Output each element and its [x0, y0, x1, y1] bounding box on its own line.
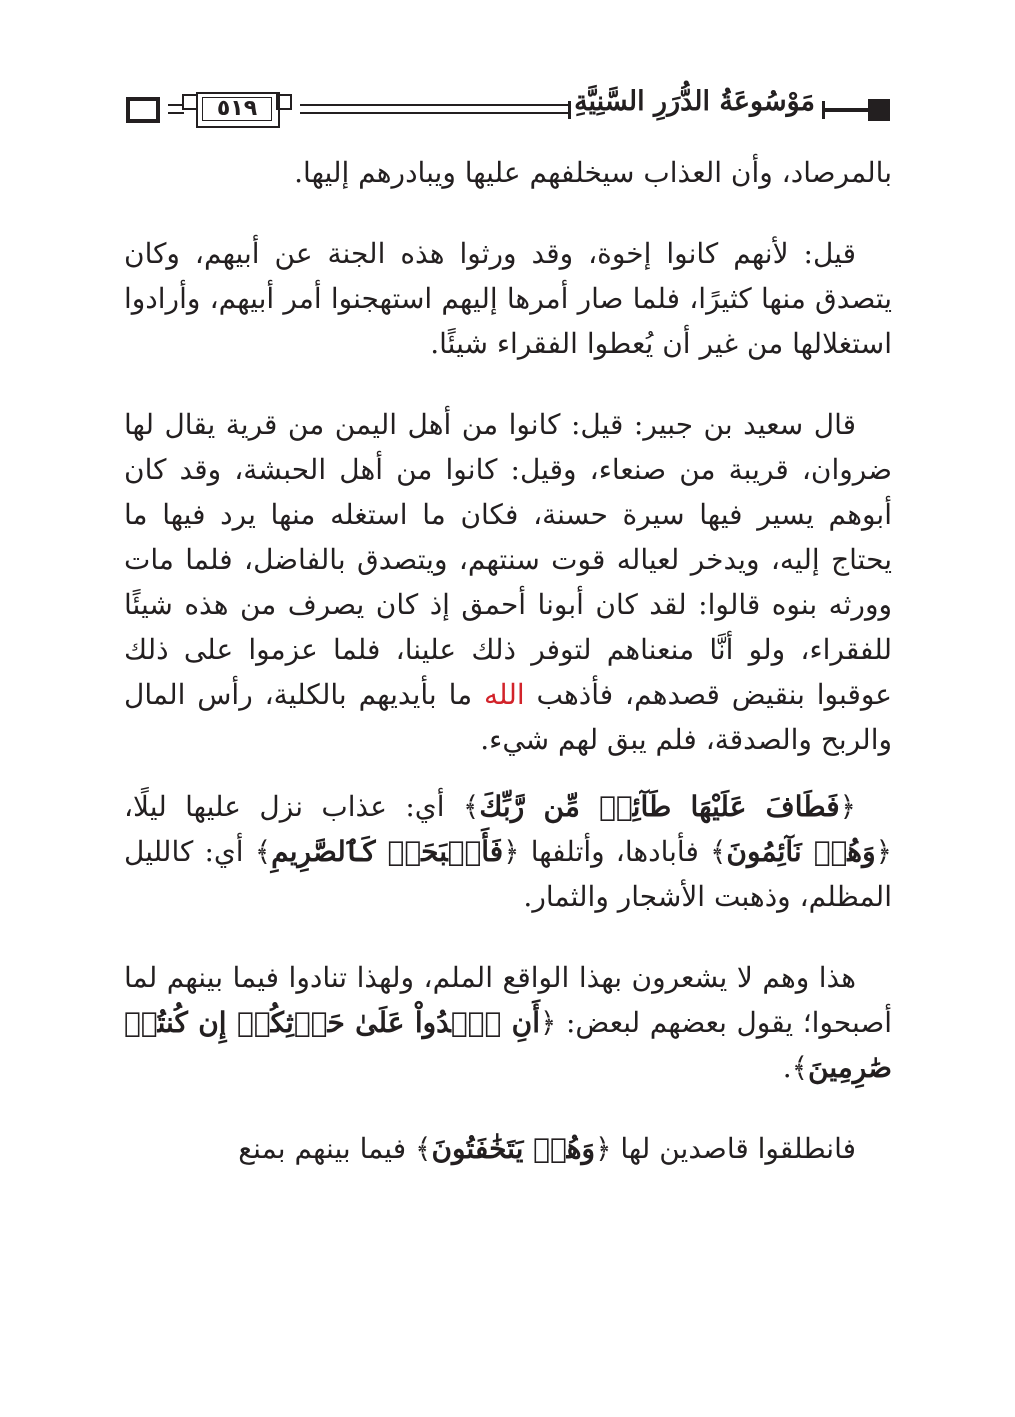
- quran-bracket-open: ﴿: [839, 790, 856, 823]
- paragraph-4: [124, 784, 892, 919]
- page-number-frame: [182, 90, 292, 128]
- paragraph-5: [124, 955, 892, 1090]
- quran-bracket-close: ﴾: [791, 1051, 808, 1084]
- header-ornament-square-right: [868, 99, 890, 121]
- paragraph-4-text: أي: عذاب نزل عليها ليلًا،: [124, 790, 463, 823]
- paragraph-2: قيل: لأنهم كانوا إخوة، وقد ورثوا هذه الجنة عن أبيهم، وكان يتصدق منها كثيرًا، فلما صار أمرها إليهم استهجنوا أمر أبيهم، وأرادوا استغلالها من غير أن يُعطوا الفقراء شيئًا.: [124, 237, 892, 360]
- quran-verse: فَطَافَ عَلَيْهَا طَآئِفٞ مِّن رَّبِّكَ: [479, 790, 840, 823]
- paragraph-4-text: أي: كالليل المظلم، وذهبت الأشجار والثمار.: [124, 835, 892, 913]
- header-ornament-bar: [822, 108, 868, 112]
- page-body: [124, 150, 892, 1171]
- quran-bracket-close: ﴾: [462, 790, 480, 823]
- quran-verse: أَنِ ٱغۡدُواْ عَلَىٰ حَرۡثِكُمۡ إِن كُنتُمۡ صَٰرِمِينَ: [124, 1006, 892, 1084]
- header-ornament-tick: [822, 101, 825, 119]
- quran-bracket-close: ﴾: [254, 835, 272, 868]
- header-rule: [168, 112, 184, 114]
- paragraph-3-text-b: ما بأيديهم بالكلية، رأس المال والربح والصدقة، فلم يبق لهم شيء.: [124, 678, 892, 756]
- page-number: ٥١٩: [216, 96, 258, 121]
- paragraph-5-text: هذا وهم لا يشعرون بهذا الواقع الملم، ولهذا تنادوا فيما بينهم لما أصبحوا؛ يقول بعضهم لبعض:: [124, 961, 892, 1039]
- paragraph-6: [124, 1126, 892, 1171]
- quran-bracket-close: ﴾: [415, 1132, 432, 1165]
- paragraph-6-text-end: فيما بينهم بمنع: [238, 1132, 416, 1165]
- paragraph-3-text-a: قال سعيد بن جبير: قيل: كانوا من أهل اليمن من قرية يقال لها ضروان، قريبة من صنعاء، وقيل: كانوا من أهل الحبشة، وقد كان أبوهم يسير فيها سيرة حسنة، فكان ما استغله منها يرد فيها ما يحتاج إليه، ويدخر لعياله قوت سنتهم، ويتصدق بالفاضل، فلما مات وورثه بنوه قالوا: لقد كان أبونا أحمق إذ كان يصرف من هذه شيئًا للفقراء، ولو أنَّا منعناهم لتوفر ذلك علينا، فلما عزموا على ذلك عوقبوا بنقيض قصدهم، فأذهب: [124, 408, 893, 711]
- header-rule: [300, 104, 568, 106]
- paragraph-3: [124, 402, 892, 762]
- book-title: مَوْسُوعَةُ الدُّرَرِ السَّنِيَّةِ: [574, 86, 815, 117]
- quran-verse: وَهُمۡ نَآئِمُونَ: [726, 835, 876, 868]
- paragraph-6-text: فانطلقوا قاصدين لها: [611, 1132, 856, 1165]
- header-rule: [168, 104, 184, 106]
- quran-bracket-close: ﴾: [709, 835, 727, 868]
- quran-bracket-open: ﴿: [595, 1132, 612, 1165]
- quran-bracket-open: ﴿: [875, 835, 892, 868]
- paragraph-4-text: فأبادها، وأتلفها: [519, 835, 710, 868]
- header-rule: [300, 112, 568, 114]
- quran-verse: وَهُمۡ يَتَخَٰفَتُونَ: [431, 1132, 596, 1165]
- quran-bracket-open: ﴿: [503, 835, 520, 868]
- paragraph-1: بالمرصاد، وأن العذاب سيخلفهم عليها ويبادرهم إليها.: [294, 156, 892, 189]
- quran-verse: فَأَصۡبَحَتۡ كَٱلصَّرِيمِ: [271, 835, 504, 868]
- paragraph-5-text-end: .: [782, 1051, 792, 1084]
- page-header: [0, 0, 1015, 150]
- header-ornament-square-left: [126, 97, 160, 123]
- quran-bracket-open: ﴿: [540, 1006, 557, 1039]
- header-ornament-tick: [568, 101, 571, 119]
- divine-name: الله: [484, 678, 525, 711]
